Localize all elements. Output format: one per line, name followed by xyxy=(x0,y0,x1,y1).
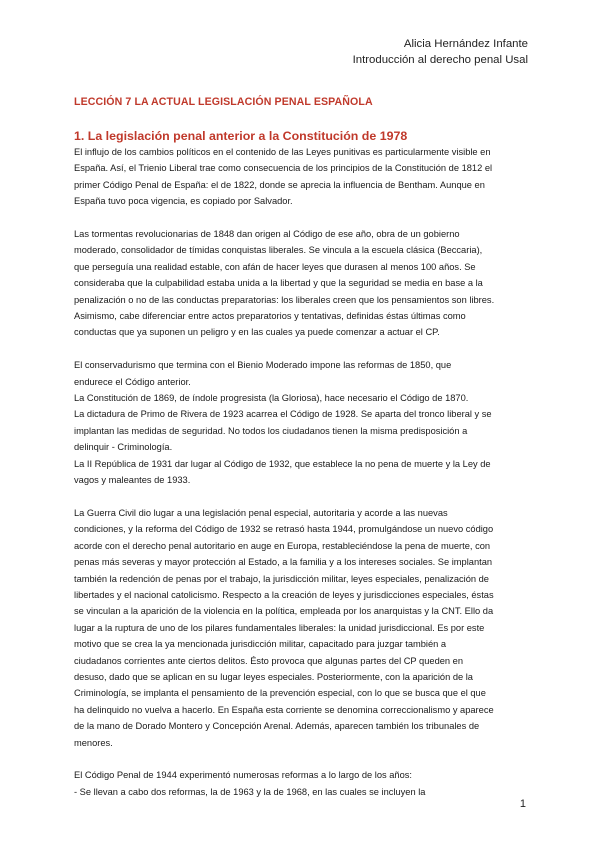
text-line: endurece el Código anterior. xyxy=(74,376,191,387)
page-header xyxy=(353,36,528,68)
paragraph-2 xyxy=(74,226,532,341)
text-line: moderado, consolidador de tímidas conquistas liberales. Se vincula a la escuela clásica (Beccaria), xyxy=(74,245,483,256)
text-line: también la redención de penas por el trabajo, la jurisdicción militar, leyes especiales, penalización de xyxy=(74,573,489,584)
text-line: El conservadurismo que termina con el Bienio Moderado impone las reformas de 1850, que xyxy=(74,360,452,371)
text-line: La II República de 1931 dar lugar al Código de 1932, que establece la no pena de muerte y la Ley de xyxy=(74,458,491,469)
text-line: La Constitución de 1869, de índole progresista (la Gloriosa), hace necesario el Código de 1870. xyxy=(74,393,469,404)
text-line: que perseguía una realidad estable, con afán de hacer leyes que durasen al menos 100 años. Se xyxy=(74,261,476,272)
text-line: España tuvo poca vigencia, es copiado por Salvador. xyxy=(74,196,293,207)
text-line: España. Así, el Trienio Liberal trae como consecuencia de los principios de la Constitución de 1812 el xyxy=(74,163,493,174)
lesson-title: LECCIÓN 7 LA ACTUAL LEGISLACIÓN PENAL ESPAÑOLA xyxy=(74,96,373,108)
page-number: 1 xyxy=(519,798,526,810)
paragraph-5 xyxy=(74,767,532,800)
paragraph-1 xyxy=(74,144,532,210)
text-line: Criminología, se implanta el pensamiento de la prevención especial, con lo que se busca que el que xyxy=(74,688,486,699)
paragraph-4 xyxy=(74,505,532,751)
text-line: se vinculan a la aparición de la violencia en la política, empleada por los anarquistas y la CNT. Ello da xyxy=(74,606,494,617)
text-line: consideraba que la culpabilidad estaba unida a la libertad y que la seguridad se media en base a la xyxy=(74,278,483,289)
document-body xyxy=(74,144,532,800)
text-line: penalización o no de las conductas preparatorias: los liberales creen que los pensamientos son libres. xyxy=(74,294,495,305)
text-line: El Código Penal de 1944 experimentó numerosas reformas a lo largo de los años: xyxy=(74,770,412,781)
text-line: Las tormentas revolucionarias de 1848 dan origen al Código de ese año, obra de un gobierno xyxy=(74,229,460,240)
text-line: motivo que se crea la ya mencionada jurisdicción militar, capacitado para juzgar también a xyxy=(74,639,447,650)
text-line: lugar a la ruptura de uno de los pilares fundamentales liberales: la unidad jurisdiccional. Es por este xyxy=(74,622,485,633)
section-title: 1. La legislación penal anterior a la Constitución de 1978 xyxy=(74,129,408,143)
text-line: primer Código Penal de España: el de 1822, donde se aprecia la influencia de Bentham. Aunque en xyxy=(74,179,485,190)
text-line: La Guerra Civil dio lugar a una legislación penal especial, autoritaria y acorde a las nuevas xyxy=(74,507,448,518)
text-line: condiciones, y la reforma del Código de 1932 se retrasó hasta 1944, promulgándose un nuevo código xyxy=(74,524,494,535)
text-line: ciudadanos corrientes ante ciertos delitos. Ésto provoca que algunas partes del CP queden en xyxy=(74,655,463,666)
text-line: delinquir - Criminología. xyxy=(74,442,173,453)
text-line: menores. xyxy=(74,737,113,748)
text-line: La dictadura de Primo de Rivera de 1923 acarrea el Código de 1928. Se aparta del tronco liberal y se xyxy=(74,409,492,420)
header-author: Alicia Hernández Infante xyxy=(403,38,528,50)
text-line: Asimismo, cabe diferenciar entre actos preparatorios y tentativas, definidas éstas últimas como xyxy=(74,311,466,322)
text-line: desuso, dado que se aplican en su lugar leyes especiales. Posteriormente, con la aparición de la xyxy=(74,671,473,682)
text-line: acorde con el derecho penal autoritario en auge en Europa, restableciéndose la pena de muerte, con xyxy=(74,540,491,551)
text-line: implantan las medidas de seguridad. No todos los ciudadanos tienen la misma predisposición a xyxy=(74,425,468,436)
header-course: Introducción al derecho penal Usal xyxy=(352,54,528,66)
text-line: El influjo de los cambios políticos en el contenido de las Leyes punitivas es particularmente visible en xyxy=(74,147,491,157)
paragraph-3 xyxy=(74,357,532,488)
text-line: penas más severas y mayor protección al Estado, a la familia y a los intereses sociales. Se implantan xyxy=(74,557,493,568)
text-line: ha delinquido no vuelva a hacerlo. En España esta corriente se denomina correccionalismo y aparece xyxy=(74,704,494,715)
text-line: conductas que ya suponen un peligro y en las cuales ya puede comenzar a actuar el CP. xyxy=(74,327,440,338)
text-line: - Se llevan a cabo dos reformas, la de 1963 y la de 1968, en las cuales se incluyen la xyxy=(74,786,426,797)
text-line: de la mano de Dorado Montero y Concepción Arenal. Además, aparecen también los tribunales de xyxy=(74,721,480,732)
text-line: libertades y el nacional catolicismo. Respecto a la creación de leyes y jurisdicciones especiales, éstas xyxy=(74,589,494,600)
text-line: vagos y maleantes de 1933. xyxy=(74,475,191,486)
